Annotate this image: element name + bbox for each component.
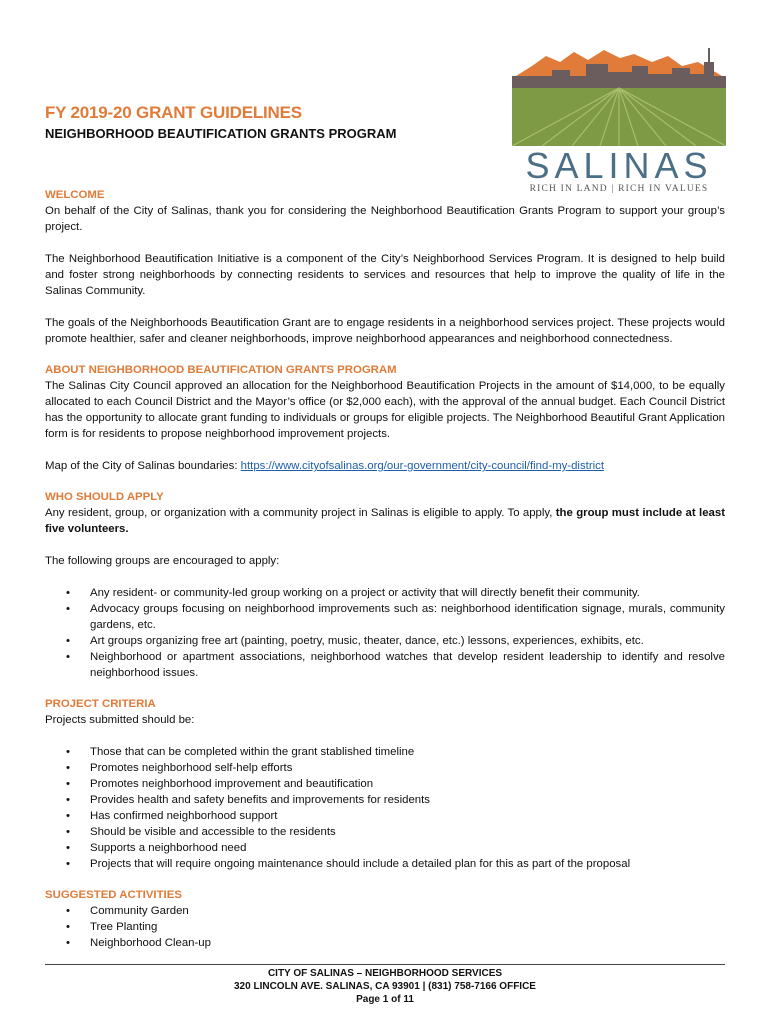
list-item: • Art groups organizing free art (painting, poetry, music, theater, dance, etc.) lessons, experiences, exhibits, etc. xyxy=(45,633,725,649)
footer-page-number: Page 1 of 11 xyxy=(356,994,414,1005)
page-footer xyxy=(45,967,725,1006)
footer-organization: CITY OF SALINAS – NEIGHBORHOOD SERVICES xyxy=(267,968,503,979)
list-item: • Promotes neighborhood improvement and beautification xyxy=(45,776,725,792)
section-heading-suggested-activities: SUGGESTED ACTIVITIES xyxy=(45,889,182,901)
activities-list xyxy=(45,903,725,951)
section-heading-about: ABOUT NEIGHBORHOOD BEAUTIFICATION GRANTS PROGRAM xyxy=(45,364,397,376)
welcome-paragraph-1: On behalf of the City of Salinas, thank you for considering the Neighborhood Beautification Grants Program to support your group’s project. xyxy=(45,205,725,233)
section-heading-project-criteria: PROJECT CRITERIA xyxy=(45,698,156,710)
criteria-intro: Projects submitted should be: xyxy=(45,714,195,726)
list-item: • Those that can be completed within the grant stablished timeline xyxy=(45,744,725,760)
logo-wordmark: SALINAS xyxy=(525,145,713,186)
map-label: Map of the City of Salinas boundaries: xyxy=(45,460,241,472)
list-item: • Tree Planting xyxy=(45,919,725,935)
list-item: • Promotes neighborhood self-help efforts xyxy=(45,760,725,776)
footer-address: 320 LINCOLN AVE. SALINAS, CA 93901 | (831) 758-7166 OFFICE xyxy=(234,981,536,992)
list-item: • Any resident- or community-led group working on a project or activity that will directly benefit their community. xyxy=(45,585,725,601)
salinas-logo-graphic xyxy=(512,46,726,146)
welcome-paragraph-3: The goals of the Neighborhoods Beautification Grant are to engage residents in a neighborhood services project. These projects would promote healthier, safer and cleaner neighborhoods, improve neighborhood appearances and neighborhood connectedness. xyxy=(45,317,725,345)
document-body xyxy=(45,188,725,951)
list-item: • Provides health and safety benefits and improvements for residents xyxy=(45,792,725,808)
section-heading-who-should-apply: WHO SHOULD APPLY xyxy=(45,491,164,503)
find-my-district-link[interactable]: https://www.cityofsalinas.org/our-government/city-council/find-my-district xyxy=(240,460,605,472)
list-item: • Community Garden xyxy=(45,903,725,919)
list-item: • Should be visible and accessible to the residents xyxy=(45,824,725,840)
logo-tagline: RICH IN LAND | RICH IN VALUES xyxy=(529,184,709,194)
about-paragraph-1: The Salinas City Council approved an allocation for the Neighborhood Beautification Projects in the amount of $14,000, to be equally allocated to each Council District and the Mayor’s office (or $2,000 each), with the approval of the annual budget. Each Council District has the opportunity to allocate grant funding to individuals or groups for eligible projects. The Neighborhood Beautiful Grant Application form is for residents to propose neighborhood improvement projects. xyxy=(45,380,725,440)
document-subtitle: NEIGHBORHOOD BEAUTIFICATION GRANTS PROGRAM xyxy=(45,126,397,141)
who-paragraph-1 xyxy=(45,505,725,537)
salinas-logo xyxy=(512,46,726,196)
criteria-list xyxy=(45,744,725,872)
section-heading-welcome: WELCOME xyxy=(45,189,105,201)
who-paragraph-2: The following groups are encouraged to apply: xyxy=(45,555,280,567)
document-title: FY 2019-20 GRANT GUIDELINES xyxy=(45,103,302,122)
list-item: • Projects that will require ongoing maintenance should include a detailed plan for this as part of the proposal xyxy=(45,856,725,872)
who-list xyxy=(45,585,725,681)
list-item: • Neighborhood or apartment associations, neighborhood watches that develop resident leadership to identify and resolve neighborhood issues. xyxy=(45,649,725,681)
footer-divider xyxy=(45,964,725,965)
list-item: • Neighborhood Clean-up xyxy=(45,935,725,951)
who-paragraph-1-emphasis: the group must include at least five volunteers. xyxy=(45,507,725,535)
list-item: • Advocacy groups focusing on neighborhood improvements such as: neighborhood identification signage, murals, community gardens, etc. xyxy=(45,601,725,633)
list-item: • Supports a neighborhood need xyxy=(45,840,725,856)
who-paragraph-1-text: Any resident, group, or organization with a community project in Salinas is eligible to apply. To apply, xyxy=(45,507,556,519)
welcome-paragraph-2: The Neighborhood Beautification Initiative is a component of the City’s Neighborhood Services Program. It is designed to help build and foster strong neighborhoods by connecting residents to services and resources that help to improve the quality of life in the Salinas Community. xyxy=(45,253,725,297)
list-item: • Has confirmed neighborhood support xyxy=(45,808,725,824)
map-paragraph xyxy=(45,458,725,474)
